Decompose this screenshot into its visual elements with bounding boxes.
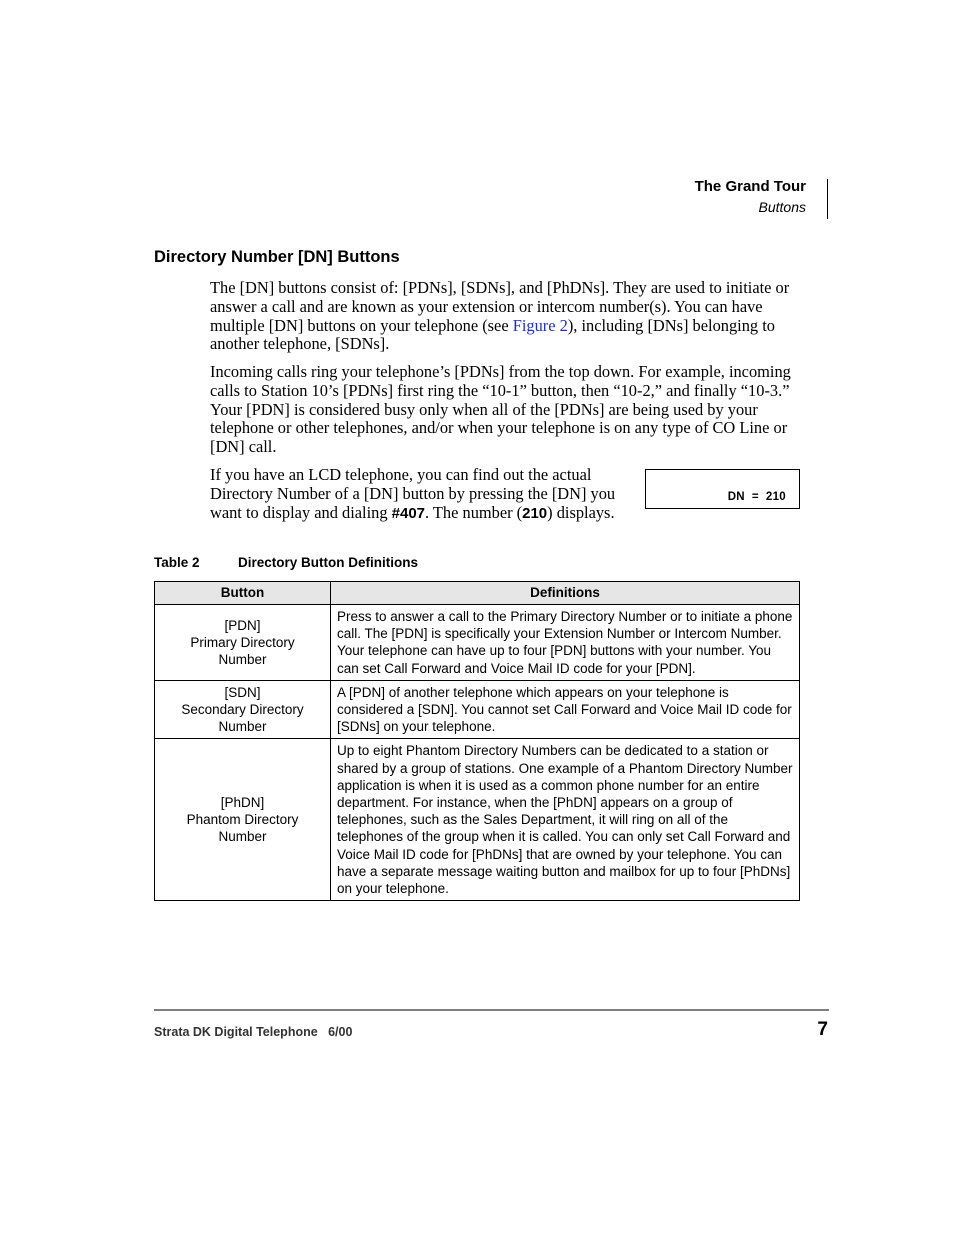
button-name-line: Number	[218, 719, 267, 735]
button-name-line: Number	[218, 829, 267, 845]
definition-cell: A [PDN] of another telephone which appears on your telephone is considered a [SDN]. You cannot set Call Forward and Voice Mail ID code for [SDNs] on your telephone.	[331, 680, 800, 739]
paragraph-text: . The number (	[425, 502, 523, 522]
dial-code: #407	[391, 504, 426, 522]
definition-cell: Up to eight Phantom Directory Numbers can be dedicated to a station or shared by a group of stations. One example of a Phantom Directory Number application is when it is used as a common phone number for an entire department. For instance, when the [PhDN] appears on a group of telephones, such as the Sales Department, it will ring on all of the telephones of the group when it is called. You can only set Call Forward and Voice Mail ID code for [PhDNs] that are owned by your telephone. You can have a separate message waiting button and mailbox for up to four [PhDNs] on your telephone.	[331, 739, 800, 901]
paragraph-text: If you have an LCD telephone, you can find out the actual Directory Number of a [DN] button by pressing the [DN] you want to display and dialing	[210, 465, 616, 522]
button-cell	[155, 739, 331, 901]
button-cell	[155, 605, 331, 681]
definition-cell: Press to answer a call to the Primary Directory Number or to initiate a phone call. The [PDN] is specifically your Extension Number or Intercom Number. Your telephone can have up to four [PDN] buttons with your number. You can set Call Forward and Voice Mail ID code for your [PDN].	[331, 605, 800, 681]
figure-2-link[interactable]: Figure 2	[512, 315, 568, 335]
table-row	[155, 739, 800, 901]
footer-rule	[154, 1009, 829, 1011]
paragraph-incoming-calls: Incoming calls ring your telephone’s [PDNs] from the top down. For example, incoming calls to Station 10’s [PDNs] first ring the “10-1” button, then “10-2,” and finally “10-3.” Your [PDN] is considered busy only when all of the [PDNs] are being used by your telephone or other telephones, and/or when your telephone is on any type of CO Line or [DN] call.	[210, 362, 791, 457]
directory-button-definitions-table	[154, 581, 800, 901]
header-rule	[827, 179, 828, 219]
table-row	[155, 680, 800, 739]
button-cell	[155, 680, 331, 739]
lcd-display	[645, 469, 800, 509]
footer-document-title: Strata DK Digital Telephone 6/00	[154, 1025, 353, 1039]
header-section-title: Buttons	[758, 199, 806, 215]
paragraph-lcd-telephone	[210, 466, 640, 523]
running-header	[695, 177, 818, 217]
button-name-line: Primary Directory	[190, 634, 295, 650]
lcd-display-text: DN = 210	[727, 491, 786, 503]
table-row	[155, 605, 800, 681]
table-caption	[154, 554, 418, 572]
button-name-line: Number	[218, 652, 267, 667]
button-code: [PDN]	[224, 617, 261, 633]
table-caption-title: Directory Button Definitions	[238, 555, 419, 570]
paragraph-text: The [DN] buttons consist of: [PDNs], [SDNs], and [PhDNs]. They are used to initiate or answer a call and are known as your extension or intercom number(s). You can have multiple [DN] buttons on your telephone (see	[210, 278, 790, 335]
section-heading: Directory Number [DN] Buttons	[154, 248, 400, 266]
button-code: [PhDN]	[220, 795, 265, 811]
button-name-line: Phantom Directory	[186, 812, 299, 828]
button-code: [SDN]	[224, 684, 261, 700]
button-name-line: Secondary Directory	[181, 702, 304, 718]
table-header-row	[155, 582, 800, 605]
paragraph-text: ), including [DNs] belonging to another telephone, [SDNs].	[210, 315, 775, 354]
page-number: 7	[817, 1019, 828, 1040]
paragraph-text: ) displays.	[547, 502, 615, 522]
column-header-definitions: Definitions	[331, 582, 800, 605]
header-chapter-title: The Grand Tour	[694, 178, 806, 195]
dn-number: 210	[522, 504, 548, 522]
column-header-button: Button	[155, 582, 331, 605]
paragraph-dn-buttons	[210, 279, 800, 354]
table-caption-number: Table 2	[154, 555, 200, 570]
